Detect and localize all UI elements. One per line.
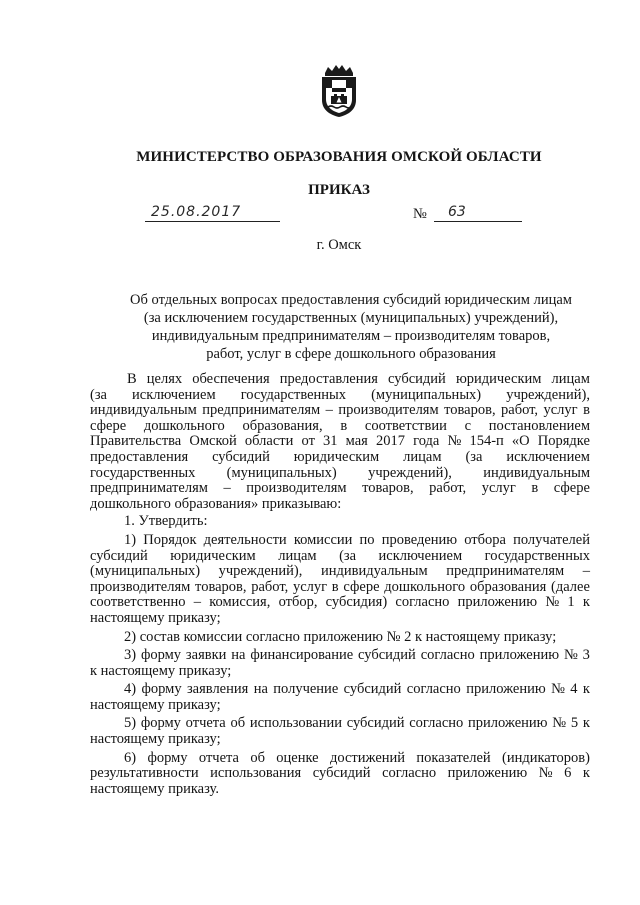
word: 1. Утвердить: <box>124 513 208 530</box>
text-line <box>90 388 590 404</box>
word: юридическим <box>170 547 256 564</box>
word: юридическим <box>293 448 380 465</box>
paragraph <box>90 648 590 679</box>
paragraph <box>90 716 590 747</box>
word: в <box>331 578 339 595</box>
word: согласно <box>409 715 464 732</box>
word: исключением <box>506 448 590 465</box>
word: форму <box>141 681 182 698</box>
word: № <box>563 647 578 664</box>
word: форму <box>140 715 181 732</box>
text-line <box>90 403 590 419</box>
word: согласно <box>420 647 475 664</box>
text-line <box>90 682 590 698</box>
word: индивидуальным <box>483 464 590 481</box>
word: об <box>250 749 265 766</box>
word: учреждений), <box>218 563 303 580</box>
word: «О <box>511 433 530 450</box>
word: (за <box>339 547 357 564</box>
word: приложению <box>468 715 548 732</box>
word: работ, <box>501 402 539 419</box>
word: постановлением <box>488 417 590 434</box>
word: (муниципальных) <box>226 464 337 481</box>
word: 5 <box>570 715 579 732</box>
word: (муниципальных) <box>371 386 482 403</box>
word: субсидий <box>90 547 148 564</box>
word: согласно <box>406 681 461 698</box>
word: отбора <box>464 531 506 548</box>
word: 1) <box>124 531 137 548</box>
word: настоящему приказу. <box>90 780 219 797</box>
word: – <box>325 402 333 419</box>
text-line <box>90 481 590 497</box>
text-line <box>90 698 590 714</box>
word: с <box>464 417 472 434</box>
word: Порядок <box>143 531 197 548</box>
word: к настоящему приказу; <box>90 662 232 679</box>
text-line <box>90 630 590 646</box>
text-line <box>90 611 590 627</box>
word: производителям <box>90 578 191 595</box>
word: соответственно <box>90 594 186 611</box>
word: субсидий <box>212 448 270 465</box>
text-line <box>90 648 590 664</box>
word: индивидуальным <box>90 402 197 419</box>
word: приложению <box>479 647 560 664</box>
word: достижений <box>329 749 406 766</box>
word: использовании <box>249 715 342 732</box>
word: приложению <box>457 594 538 611</box>
word: дошкольного образования» приказываю: <box>90 495 342 512</box>
word: товаров, <box>195 578 247 595</box>
word: государственных <box>240 386 347 403</box>
order-number-field <box>434 201 522 222</box>
word: 2) состав комиссии согласно приложению № 2 к настоящему приказу; <box>124 628 557 645</box>
word: к <box>582 715 590 732</box>
text-line <box>90 434 590 450</box>
text-line <box>90 595 590 611</box>
word: на <box>253 681 268 698</box>
text-line <box>90 419 590 435</box>
word: 154-п <box>469 433 504 450</box>
word: лицам <box>278 547 317 564</box>
word: товаров, <box>444 402 496 419</box>
word: использования <box>210 765 302 782</box>
word: государственных <box>90 464 196 481</box>
word: получение <box>273 681 339 698</box>
word: 6) <box>124 749 137 766</box>
word: – <box>582 563 590 580</box>
word: учреждений), <box>368 464 452 481</box>
word: работ, <box>429 480 467 497</box>
word: 6 <box>564 765 572 782</box>
paragraph <box>90 514 590 530</box>
word: форму <box>147 749 188 766</box>
word: заявки <box>185 647 227 664</box>
word: на <box>231 647 246 664</box>
word: – <box>223 480 231 497</box>
word: в <box>583 402 590 419</box>
word: показателей <box>416 749 491 766</box>
document-type: ПРИКАЗ <box>308 182 370 198</box>
word: субсидий <box>312 765 371 782</box>
word: в <box>531 480 539 497</box>
word: 4) <box>124 681 137 698</box>
word: услуг <box>292 578 328 595</box>
word: результативности <box>90 765 199 782</box>
word: отчета <box>185 715 226 732</box>
word: учреждений), <box>506 386 590 403</box>
word: лицам <box>551 371 590 387</box>
word: субсидия) <box>325 594 388 611</box>
word: предпринимателям <box>446 563 565 580</box>
word: (за <box>90 386 107 403</box>
paragraph <box>90 751 590 798</box>
word: соответствии <box>364 417 447 434</box>
subject-line: Об отдельных вопросах предоставления субсидий юридическим лицам <box>130 292 572 308</box>
word: товаров, <box>362 480 414 497</box>
text-line <box>90 372 590 388</box>
word: исключением <box>132 386 216 403</box>
word: целях <box>146 371 183 387</box>
word: по <box>359 531 375 548</box>
word: форму <box>140 647 182 664</box>
word: года <box>413 433 440 450</box>
word: – <box>193 594 201 611</box>
word: Порядке <box>537 433 590 450</box>
city-line: г. Омск <box>316 237 362 253</box>
text-line <box>90 664 590 680</box>
word: № <box>545 594 560 611</box>
word: получателей <box>513 531 590 548</box>
word: работ, <box>251 578 289 595</box>
word: (за <box>465 448 483 465</box>
text-line <box>90 549 590 565</box>
text-line <box>90 450 590 466</box>
word: комиссия, <box>209 594 271 611</box>
word: согласно <box>382 765 437 782</box>
word: настоящему приказу; <box>90 731 221 748</box>
order-body <box>90 372 590 797</box>
text-line <box>90 766 590 782</box>
text-line <box>90 716 590 732</box>
order-number-label: № <box>413 206 427 222</box>
order-subject <box>112 291 590 363</box>
word: сфере <box>553 480 590 497</box>
text-line <box>90 466 590 482</box>
word: к <box>582 594 590 611</box>
word: дошкольного <box>143 417 225 434</box>
paragraph <box>90 682 590 713</box>
word: 4 <box>570 681 578 698</box>
word: предпринимателям <box>202 402 321 419</box>
word: № <box>552 715 567 732</box>
word: области <box>244 433 294 450</box>
word: приложению <box>466 681 546 698</box>
word: субсидий <box>388 371 446 387</box>
word: субсидий <box>343 681 402 698</box>
order-number: 63 <box>448 204 466 220</box>
ministry-name: МИНИСТЕРСТВО ОБРАЗОВАНИЯ ОМСКОЙ ОБЛАСТИ <box>136 149 542 165</box>
word: дошкольного <box>384 578 466 595</box>
text-line <box>90 564 590 580</box>
word: к <box>582 765 590 782</box>
word: 2017 <box>375 433 405 450</box>
word: образования, <box>242 417 323 434</box>
word: сфере <box>90 417 127 434</box>
paragraph <box>90 372 590 512</box>
word: лицам <box>403 448 442 465</box>
word: в <box>340 417 348 434</box>
word: № <box>538 765 553 782</box>
paragraph <box>90 630 590 646</box>
text-line <box>90 732 590 748</box>
paragraph <box>90 533 590 627</box>
word: финансирование <box>250 647 354 664</box>
word: юридическим <box>455 371 542 387</box>
word: приложению <box>447 765 528 782</box>
word: Правительства <box>90 433 182 450</box>
word: настоящему приказу; <box>90 696 221 713</box>
word: индивидуальным <box>320 563 428 580</box>
word: обеспечения <box>192 371 270 387</box>
word: производителям <box>338 402 439 419</box>
text-line <box>90 580 590 596</box>
word: 31 <box>323 433 338 450</box>
order-date-field <box>145 201 280 222</box>
word: исключением <box>378 547 463 564</box>
word: к <box>582 681 590 698</box>
word: 3) <box>124 647 137 664</box>
word: 1 <box>567 594 575 611</box>
word: согласно <box>395 594 450 611</box>
word: от <box>301 433 315 450</box>
word: (муниципальных) <box>90 563 201 580</box>
word: субсидий <box>346 715 405 732</box>
word: услуг <box>543 402 578 419</box>
word: мая <box>345 433 368 450</box>
text-line <box>90 533 590 549</box>
text-line <box>90 514 590 530</box>
subject-line: индивидуальным предпринимателям – производителям товаров, <box>151 328 551 344</box>
word: оценке <box>276 749 319 766</box>
word: отбор, <box>278 594 318 611</box>
word: предоставления <box>279 371 378 387</box>
word: деятельности <box>203 531 287 548</box>
word: отчета <box>198 749 239 766</box>
subject-line: работ, услуг в сфере дошкольного образования <box>206 346 496 362</box>
word: № <box>447 433 462 450</box>
word: сфере <box>343 578 380 595</box>
word: об <box>230 715 246 732</box>
order-date: 25.08.2017 <box>151 204 242 220</box>
word: комиссии <box>293 531 353 548</box>
text-line <box>90 782 590 798</box>
word: производителям <box>246 480 347 497</box>
word: 5) <box>124 715 137 732</box>
word: заявления <box>186 681 249 698</box>
subject-line: (за исключением государственных (муниципальных) учреждений), <box>143 310 559 326</box>
word: № <box>551 681 565 698</box>
word: предоставления <box>90 448 189 465</box>
word: государственных <box>484 547 590 564</box>
word: субсидий <box>358 647 416 664</box>
word: (далее <box>551 578 590 595</box>
word: 3 <box>582 647 590 664</box>
word: проведению <box>381 531 458 548</box>
word: предпринимателям <box>90 480 208 497</box>
text-line <box>90 751 590 767</box>
word: настоящему приказу; <box>90 609 221 626</box>
word: услуг <box>481 480 516 497</box>
word: В <box>127 371 137 387</box>
word: Омской <box>189 433 237 450</box>
text-line <box>90 497 590 513</box>
coat-of-arms-icon <box>318 64 360 118</box>
word: образования <box>469 578 547 595</box>
word: (индикаторов) <box>502 749 590 766</box>
